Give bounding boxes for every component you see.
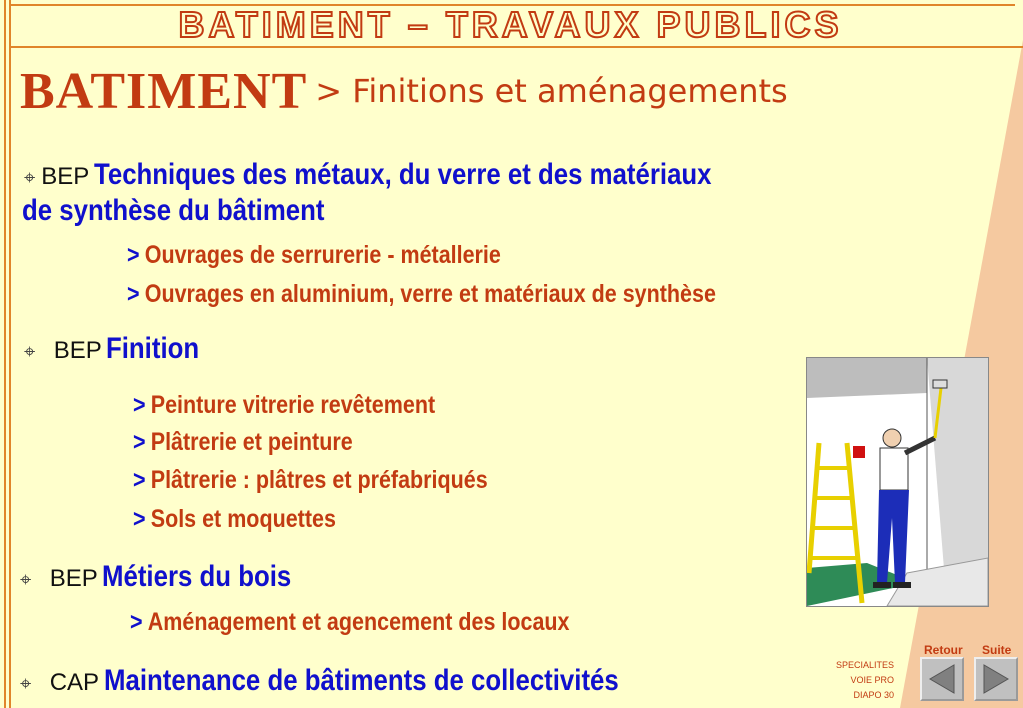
- next-button[interactable]: [974, 657, 1018, 701]
- option-item[interactable]: [127, 241, 501, 270]
- diploma-code: BEP: [53, 337, 102, 364]
- arrow-right-icon: [976, 659, 1016, 699]
- course-title[interactable]: Métiers du bois: [102, 560, 292, 593]
- course-title-continued-text: de synthèse du bâtiment: [22, 194, 325, 227]
- left-border-line: [4, 0, 6, 708]
- retour-link[interactable]: Retour: [924, 643, 963, 657]
- course-title[interactable]: Techniques des métaux, du verre et des matériaux: [93, 158, 712, 191]
- option-marker: >: [133, 428, 146, 456]
- diploma-code: BEP: [49, 565, 98, 592]
- option-label: Plâtrerie et peinture: [150, 428, 353, 456]
- option-label: Aménagement et agencement des locaux: [147, 608, 570, 636]
- option-item[interactable]: [133, 466, 488, 495]
- option-marker: >: [130, 608, 143, 636]
- option-marker: >: [127, 241, 140, 269]
- option-label: Peinture vitrerie revêtement: [150, 391, 436, 419]
- option-item[interactable]: [127, 280, 716, 309]
- option-marker: >: [133, 391, 146, 419]
- section-bep-bois: [20, 560, 322, 594]
- footer-info-line: SPECIALITES: [835, 660, 894, 670]
- section-cap-maintenance: [20, 664, 702, 698]
- page-title: [20, 62, 788, 121]
- page-title-sub: > Finitions et aménagements: [315, 72, 788, 110]
- diploma-code: CAP: [49, 669, 100, 696]
- banner-underline: [10, 46, 1023, 48]
- option-item[interactable]: [133, 391, 435, 420]
- option-item[interactable]: [130, 608, 570, 637]
- section-bep-metaux: [24, 158, 812, 192]
- option-label: Sols et moquettes: [150, 505, 336, 533]
- option-item[interactable]: [133, 505, 336, 534]
- option-label: Ouvrages en aluminium, verre et matériaux de synthèse: [144, 280, 716, 308]
- crosshair-icon: ⌖: [24, 167, 36, 189]
- course-title[interactable]: Maintenance de bâtiments de collectivités: [103, 664, 619, 697]
- arrow-left-icon: [922, 659, 962, 699]
- crosshair-icon: ⌖: [20, 673, 32, 695]
- course-title-continued[interactable]: [22, 194, 374, 228]
- suite-link[interactable]: Suite: [982, 643, 1012, 657]
- painter-illustration: [806, 357, 989, 607]
- course-title[interactable]: Finition: [106, 332, 200, 365]
- banner-title: BATIMENT – TRAVAUX PUBLICS: [178, 4, 843, 45]
- crosshair-icon: ⌖: [20, 569, 32, 591]
- footer-info-line: VOIE PRO: [850, 675, 894, 685]
- diploma-code: BEP: [41, 163, 90, 190]
- previous-button[interactable]: [920, 657, 964, 701]
- crosshair-icon: ⌖: [24, 341, 36, 363]
- option-marker: >: [133, 466, 146, 494]
- option-marker: >: [127, 280, 140, 308]
- left-border-line-inner: [9, 0, 11, 708]
- option-label: Ouvrages de serrurerie - métallerie: [144, 241, 501, 269]
- section-bep-finition: [24, 332, 215, 366]
- option-item[interactable]: [133, 428, 353, 457]
- option-label: Plâtrerie : plâtres et préfabriqués: [150, 466, 488, 494]
- page-title-main: BATIMENT: [20, 63, 308, 120]
- option-marker: >: [133, 505, 146, 533]
- footer-info-line: DIAPO 30: [853, 690, 894, 700]
